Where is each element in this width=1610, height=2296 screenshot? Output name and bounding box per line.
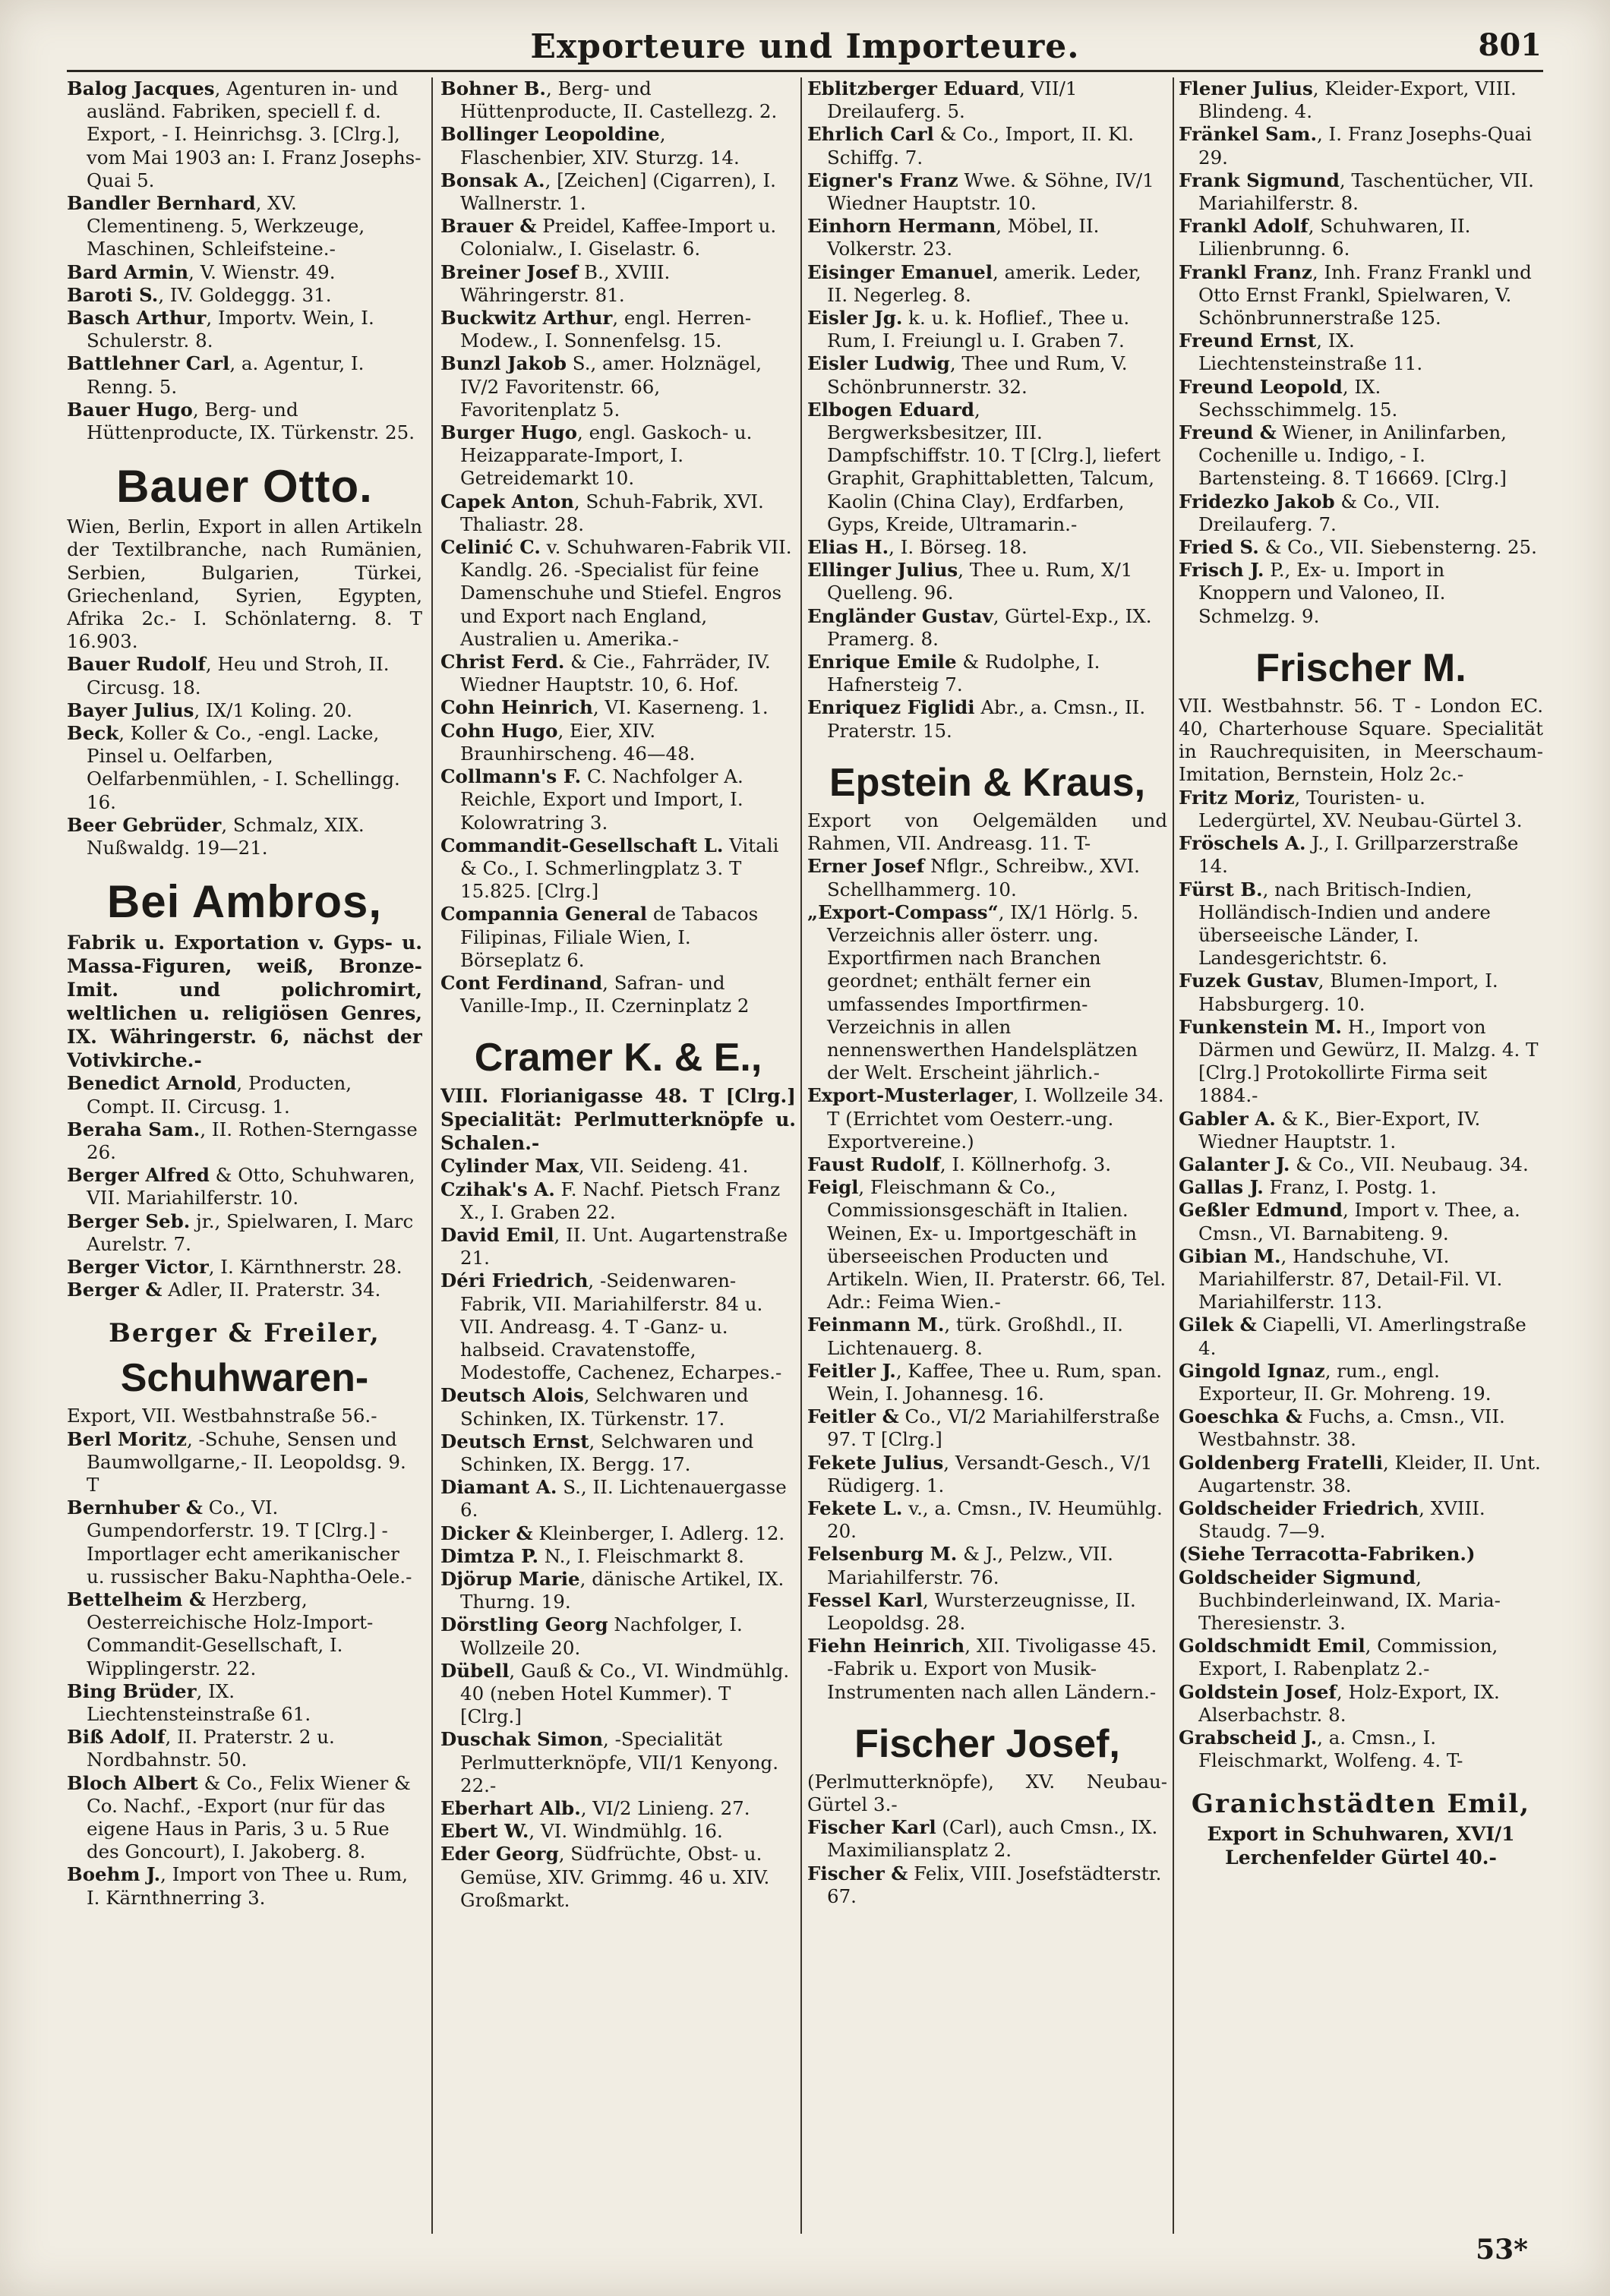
directory-entry: Eder Georg, Südfrüchte, Obst- u. Gemüse, XIV. Grimmg. 46 u. XIV. Großmarkt. (440, 1843, 770, 1911)
directory-entry: Fröschels A. J., I. Grillparzerstraße 14. (1179, 832, 1519, 878)
advert-title: Epstein & Kraus, (829, 760, 1146, 805)
advert-title: Bauer Otto. (116, 461, 373, 512)
directory-entry: Benedict Arnold, Producten, Compt. II. Circusg. 1. (67, 1072, 352, 1118)
directory-entry: Erner Josef Nflgr., Schreibw., XVI. Schellhammerg. 10. (807, 855, 1140, 900)
directory-entry: Fischer Karl (Carl), auch Cmsn., IX. Maximiliansplatz 2. (807, 1816, 1158, 1862)
directory-entry: Goldschmidt Emil, Commission, Export, I. Rabenplatz 2.- (1179, 1635, 1498, 1680)
directory-entry: Cohn Hugo, Eier, XIV. Braunhirscheng. 46—48. (440, 719, 696, 765)
directory-entry: Enrique Emile & Rudolphe, I. Hafnersteig 7. (807, 651, 1100, 696)
directory-entry: Dörstling Georg Nachfolger, I. Wollzeile 20. (440, 1613, 743, 1659)
advert-text: Export in Schuhwaren, XVI/1 Lerchenfelder Gürtel 40.- (1207, 1823, 1515, 1869)
directory-entry: Bloch Albert & Co., Felix Wiener & Co. Nachf., -Export (nur für das eigene Haus in Paris, 3 u. 5 Rue des Goncourt), I. Jakoberg. 8. (67, 1771, 411, 1863)
advert-title: Frischer M. (1255, 645, 1466, 690)
directory-entry: Berger & Adler, II. Praterstr. 34. (67, 1279, 381, 1301)
directory-entry: Cohn Heinrich, VI. Kaserneng. 1. (440, 696, 769, 719)
column-divider (1173, 77, 1174, 2234)
directory-entry: Balog Jacques, Agenturen in- und ausländ. Fabriken, speciell f. d. Export, - I. Heinrichsg. 3. [Clrg.], vom Mai 1903 an: I. Franz Josephs-Quai 5. (67, 77, 421, 191)
directory-entry: Feitler & Co., VI/2 Mariahilferstraße 97. T [Clrg.] (807, 1405, 1160, 1451)
directory-entry: Funkenstein M. H., Import von Därmen und Gewürz, II. Malzg. 4. T [Clrg.] Protokollirte Firma seit 1884.- (1179, 1015, 1539, 1107)
directory-entry: Engländer Gustav, Gürtel-Exp., IX. Pramerg. 8. (807, 604, 1152, 650)
advert-text: Export, VII. Westbahnstraße 56.- (67, 1405, 377, 1427)
directory-entry: Goldstein Josef, Holz-Export, IX. Alserbachstr. 8. (1179, 1680, 1500, 1726)
directory-entry: Deutsch Ernst, Selchwaren und Schinken, IX. Bergg. 17. (440, 1430, 754, 1475)
advert-text: Wien, Berlin, Export in allen Artikeln der Textilbranche, nach Rumänien, Serbien, Bulgarien, Türkei, Griechenland, Syrien, Egypten, Afrika 2c.- I. Schönlaterng. 8. T 16.903. (67, 516, 422, 653)
directory-entry: Fessel Karl, Wursterzeugnisse, II. Leopoldsg. 28. (807, 1588, 1136, 1634)
directory-entry: Fischer & Felix, VIII. Josefstädterstr. 67. (807, 1862, 1162, 1907)
column-2 (440, 77, 796, 2219)
directory-entry: Frankl Franz, Inh. Franz Frankl und Otto Ernst Frankl, Spielwaren, V. Schönbrunnerstraße 125. (1179, 260, 1532, 330)
advert-text: Fabrik u. Exportation v. Gyps- u. Massa-Figuren, weiß, Bronze-Imit. und polichromirt, weltlichen u. religiösen Genres, IX. Währingerstr. 6, nächst der Votivkirche.- (67, 932, 422, 1072)
column-divider (800, 77, 802, 2234)
directory-entry: Ebert W., VI. Windmühlg. 16. (440, 1820, 723, 1843)
entry-list (807, 1816, 1167, 1908)
directory-entry: Bauer Hugo, Berg- und Hüttenproducte, IX. Türkenstr. 25. (67, 398, 415, 444)
advert-text: VII. Westbahnstr. 56. T - London EC. 40, Charterhouse Square. Specialität in Rauchrequisiten, in Meerschaum-Imitation, Bernstein, Holz 2c.- (1179, 694, 1543, 786)
entry-list (67, 1072, 422, 1301)
directory-entry: Deutsch Alois, Selchwaren und Schinken, IX. Türkenstr. 17. (440, 1384, 749, 1430)
directory-entry: Bing Brüder, IX. Liechtensteinstraße 61. (67, 1679, 311, 1725)
directory-entry: Fuzek Gustav, Blumen-Import, I. Habsburgerg. 10. (1179, 970, 1498, 1015)
entry-list (440, 77, 796, 1017)
column-divider (431, 77, 433, 2234)
directory-entry: Feinmann M., türk. Großhdl., II. Lichtenauerg. 8. (807, 1314, 1123, 1359)
directory-entry: Frank Sigmund, Taschentücher, VII. Mariahilferstr. 8. (1179, 169, 1534, 215)
directory-entry: Freund Leopold, IX. Sechsschimmelg. 15. (1179, 375, 1398, 421)
directory-entry: Cylinder Max, VII. Seideng. 41. (440, 1155, 749, 1178)
directory-entry: Collmann's F. C. Nachfolger A. Reichle, Export und Import, I. Kolowratring 3. (440, 765, 743, 834)
advert-title: Bei Ambros, (106, 876, 383, 928)
directory-entry: Feitler J., Kaffee, Thee u. Rum, span. Wein, I. Johannesg. 16. (807, 1359, 1163, 1405)
advert-title: Berger & Freiler, (109, 1318, 380, 1349)
directory-entry: Ellinger Julius, Thee u. Rum, X/1 Quelleng. 96. (807, 559, 1133, 604)
directory-entry: Fiehn Heinrich, XII. Tivoligasse 45. -Fabrik u. Export von Musik-Instrumenten nach allen Ländern.- (807, 1635, 1157, 1703)
directory-entry: Eisinger Emanuel, amerik. Leder, II. Negerleg. 8. (807, 260, 1141, 306)
directory-entry: Compannia General de Tabacos Filipinas, Filiale Wien, I. Börseplatz 6. (440, 903, 759, 971)
advert-text: VIII. Florianigasse 48. T [Clrg.] Specialität: Perlmutterknöpfe u. Schalen.- (440, 1085, 796, 1155)
directory-entry: Eisler Jg. k. u. k. Hoflief., Thee u. Rum, I. Freiungl u. I. Graben 7. (807, 307, 1130, 352)
directory-entry: Elbogen Eduard, Bergwerksbesitzer, III. Dampfschiffstr. 10. T [Clrg.], liefert Graphit, Graphittabletten, Talcum, Kaolin (China Clay), Erdfarben, Gyps, Kreide, Ultramarin.- (807, 398, 1161, 535)
directory-entry: Beer Gebrüder, Schmalz, XIX. Nußwaldg. 19—21. (67, 813, 365, 859)
directory-entry: Fridezko Jakob & Co., VII. Dreilauferg. 7. (1179, 490, 1441, 535)
advert-text: Export von Oelgemälden und Rahmen, VII. Andreasg. 11. T- (807, 809, 1167, 855)
directory-entry: Bayer Julius, IX/1 Koling. 20. (67, 699, 352, 721)
directory-entry: Buckwitz Arthur, engl. Herren-Modew., I. Sonnenfelsg. 15. (440, 307, 752, 352)
directory-entry: Eigner's Franz Wwe. & Söhne, IV/1 Wiedner Hauptstr. 10. (807, 169, 1154, 215)
directory-entry: Berger Victor, I. Kärnthnerstr. 28. (67, 1255, 402, 1278)
directory-entry: Bandler Bernhard, XV. Clementineng. 5, Werkzeuge, Maschinen, Schleifsteine.- (67, 192, 365, 260)
directory-entry: Djörup Marie, dänische Artikel, IX. Thurng. 19. (440, 1567, 784, 1613)
directory-entry: „Export-Compass“, IX/1 Hörlg. 5. Verzeichnis aller österr. ung. Exportfirmen nach Branchen geordnet; enthält ferner ein umfassendes Importfirmen-Verzeichnis in allen nennenswerthen Handelsplätzen der Welt. Erscheint jährlich.- (807, 900, 1139, 1084)
signature-mark: 53* (1476, 2234, 1528, 2266)
page-header (68, 27, 1542, 70)
directory-entry: Einhorn Hermann, Möbel, II. Volkerstr. 23. (807, 215, 1100, 260)
advert-title: Fischer Josef, (854, 1721, 1120, 1766)
directory-entry: Bunzl Jakob S., amer. Holznägel, IV/2 Favoritenstr. 66, Favoritenplatz 5. (440, 352, 762, 421)
directory-entry: Cont Ferdinand, Safran- und Vanille-Imp., II. Czerninplatz 2 (440, 971, 750, 1017)
directory-entry: Beraha Sam., II. Rothen-Sterngasse 26. (67, 1118, 418, 1163)
directory-entry: David Emil, II. Unt. Augartenstraße 21. (440, 1223, 788, 1269)
directory-entry: Beck, Koller & Co., -engl. Lacke, Pinsel u. Oelfarben, Oelfarbenmühlen, - I. Schellingg. 16. (67, 722, 400, 813)
directory-entry: Flener Julius, Kleider-Export, VIII. Blindeng. 4. (1179, 77, 1517, 123)
advert-title: Granichstädten Emil, (1191, 1789, 1531, 1820)
entry-list (67, 653, 422, 859)
directory-entry: Freund & Wiener, in Anilinfarben, Cochenille u. Indigo, - I. Bartensteing. 8. T 16669. [Clrg.] (1179, 421, 1507, 490)
directory-entry: Feigl, Fleischmann & Co., Commissionsgeschäft in Italien. Weinen, Ex- u. Importgeschäft in überseeischen Producten und Artikeln. Wien, II. Praterstr. 66, Tel. Adr.: Feima Wien.- (807, 1176, 1166, 1314)
directory-entry: Boehm J., Import von Thee u. Rum, I. Kärnthnerring 3. (67, 1863, 409, 1909)
directory-entry: Enriquez Figlidi Abr., a. Cmsn., II. Praterstr. 15. (807, 696, 1146, 742)
directory-entry: Burger Hugo, engl. Gaskoch- u. Heizapparate-Import, I. Getreidemarkt 10. (440, 421, 753, 490)
advert-title: Cramer K. & E., (474, 1036, 762, 1080)
directory-entry: Gabler A. & K., Bier-Export, IV. Wiedner Hauptstr. 1. (1179, 1107, 1481, 1153)
entry-list (440, 1155, 796, 1912)
directory-entry: Fürst B., nach Britisch-Indien, Holländisch-Indien und andere überseeische Länder, I. Landesgerichtstr. 6. (1179, 878, 1491, 970)
directory-entry: Grabscheid J., a. Cmsn., I. Fleischmarkt, Wolfeng. 4. T- (1179, 1727, 1463, 1772)
directory-entry: Frankl Adolf, Schuhwaren, II. Lilienbrunng. 6. (1179, 215, 1471, 260)
directory-entry: Fekete L. v., a. Cmsn., IV. Heumühlg. 20. (807, 1496, 1163, 1543)
directory-entry: Ehrlich Carl & Co., Import, II. Kl. Schiffg. 7. (807, 123, 1135, 169)
directory-entry: Gingold Ignaz, rum., engl. Exporteur, II. Gr. Mohreng. 19. (1179, 1359, 1492, 1405)
entry-list (1179, 787, 1543, 1773)
page-title: Exporteure und Importeure. (530, 27, 1080, 66)
header-rule (67, 70, 1543, 72)
column-4 (1179, 77, 1543, 2219)
directory-entry: Bernhuber & Co., VI. Gumpendorferstr. 19. T [Clrg.] -Importlager echt amerikanischer u. russischer Baku-Naphtha-Oele.- (67, 1496, 412, 1588)
directory-entry: Berger Alfred & Otto, Schuhwaren, VII. Mariahilferstr. 10. (67, 1164, 415, 1210)
directory-entry: Elias H., I. Börseg. 18. (807, 536, 1028, 559)
directory-entry: Bauer Rudolf, Heu und Stroh, II. Circusg. 18. (67, 653, 390, 699)
directory-entry: Duschak Simon, -Specialität Perlmutterknöpfe, VII/1 Kenyong. 22.- (440, 1728, 778, 1796)
directory-entry: Fekete Julius, Versandt-Gesch., V/1 Rüdigerg. 1. (807, 1451, 1153, 1496)
directory-entry: Celinić C. v. Schuhwaren-Fabrik VII. Kandlg. 26. -Specialist für feine Damenschuhe und Stiefel. Engros und Export nach England, Australien u. Amerika.- (440, 536, 792, 650)
directory-entry: Fränkel Sam., I. Franz Josephs-Quai 29. (1179, 123, 1532, 169)
directory-entry: Geßler Edmund, Import v. Thee, a. Cmsn., VI. Barnabiteng. 9. (1179, 1199, 1520, 1244)
directory-entry: Diamant A. S., II. Lichtenauergasse 6. (440, 1476, 787, 1522)
directory-entry: Faust Rudolf, I. Köllnerhofg. 3. (807, 1153, 1111, 1175)
directory-entry: Bard Armin, V. Wienstr. 49. (67, 260, 336, 283)
directory-entry: Berl Moritz, -Schuhe, Sensen und Baumwollgarne,- II. Leopoldsg. 9. T (67, 1427, 406, 1496)
directory-entry: Goldscheider Sigmund, Buchbinderleinwand, IX. Maria-Theresienstr. 3. (1179, 1566, 1501, 1634)
entry-list (67, 77, 422, 444)
directory-entry: Bohner B., Berg- und Hüttenproducte, II. Castellezg. 2. (440, 77, 778, 123)
directory-entry: Gallas J. Franz, I. Postg. 1. (1179, 1176, 1437, 1199)
column-1 (67, 77, 422, 2219)
directory-entry: (Siehe Terracotta-Fabriken.) (1179, 1543, 1476, 1566)
directory-entry: Goldenberg Fratelli, Kleider, II. Unt. Augartenstr. 38. (1179, 1451, 1541, 1496)
directory-entry: Capek Anton, Schuh-Fabrik, XVI. Thaliastr. 28. (440, 490, 764, 535)
directory-entry: Dimtza P. N., I. Fleischmarkt 8. (440, 1544, 744, 1567)
directory-entry: Freund Ernst, IX. Liechtensteinstraße 11. (1179, 330, 1423, 375)
directory-entry: Goldscheider Friedrich, XVIII. Staudg. 7—9. (1179, 1496, 1485, 1543)
directory-entry: Breiner Josef B., XVIII. Währingerstr. 81. (440, 260, 671, 306)
advert-subtitle: Schuhwaren- (120, 1356, 369, 1401)
directory-entry: Bonsak A., [Zeichen] (Cigarren), I. Wallnerstr. 1. (440, 169, 776, 215)
entry-list (807, 855, 1167, 1704)
directory-entry: Basch Arthur, Importv. Wein, I. Schulerstr. 8. (67, 307, 374, 352)
directory-entry: Baroti S., IV. Goldeggg. 31. (67, 283, 332, 306)
directory-entry: Biß Adolf, II. Praterstr. 2 u. Nordbahnstr. 50. (67, 1726, 335, 1771)
directory-entry: Eisler Ludwig, Thee und Rum, V. Schönbrunnerstr. 32. (807, 352, 1128, 398)
directory-entry: Czihak's A. F. Nachf. Pietsch Franz X., I. Graben 22. (440, 1178, 781, 1223)
entry-list (807, 77, 1167, 743)
directory-entry: Goeschka & Fuchs, a. Cmsn., VII. Westbahnstr. 38. (1179, 1405, 1505, 1451)
page-number: 801 (1478, 27, 1542, 63)
directory-entry: Dicker & Kleinberger, I. Adlerg. 12. (440, 1522, 785, 1544)
directory-entry: Berger Seb. jr., Spielwaren, I. Marc Aurelstr. 7. (67, 1210, 414, 1255)
directory-entry: Fritz Moriz, Touristen- u. Ledergürtel, XV. Neubau-Gürtel 3. (1179, 786, 1523, 831)
directory-entry: Galanter J. & Co., VII. Neubaug. 34. (1179, 1153, 1529, 1175)
advert-text: (Perlmutterknöpfe), XV. Neubau-Gürtel 3.- (807, 1770, 1167, 1816)
directory-entry: Frisch J. P., Ex- u. Import in Knoppern und Valoneo, II. Schmelzg. 9. (1179, 559, 1446, 627)
directory-entry: Christ Ferd. & Cie., Fahrräder, IV. Wiedner Hauptstr. 10, 6. Hof. (440, 651, 771, 696)
directory-entry: Déri Friedrich, -Seidenwaren-Fabrik, VII. Mariahilferstr. 84 u. VII. Andreasg. 4. T -Ganz- u. halbseid. Cravatenstoffe, Modestoffe, Cachenez, Echarpes.- (440, 1269, 782, 1384)
directory-entry: Brauer & Preidel, Kaffee-Import u. Colonialw., I. Giselastr. 6. (440, 215, 777, 260)
directory-entry: Eberhart Alb., VI/2 Linieng. 27. (440, 1797, 750, 1820)
directory-entry: Battlehner Carl, a. Agentur, I. Renng. 5. (67, 352, 365, 398)
directory-entry: Felsenburg M. & J., Pelzw., VII. Mariahilferstr. 76. (807, 1543, 1113, 1588)
directory-entry: Gilek & Ciapelli, VI. Amerlingstraße 4. (1179, 1314, 1526, 1359)
directory-entry: Dübell, Gauß & Co., VI. Windmühlg. 40 (neben Hotel Kummer). T [Clrg.] (440, 1659, 790, 1728)
column-3 (807, 77, 1167, 2219)
directory-entry: Fried S. & Co., VII. Siebensterng. 25. (1179, 536, 1537, 559)
directory-entry: Commandit-Gesellschaft L. Vitali & Co., I. Schmerlingplatz 3. T 15.825. [Clrg.] (440, 834, 779, 903)
directory-entry: Export-Musterlager, I. Wollzeile 34. T (Errichtet vom Oesterr.-ung. Exportvereine.) (807, 1084, 1164, 1153)
entry-list (67, 1428, 422, 1910)
directory-entry: Gibian M., Handschuhe, VI. Mariahilferstr. 87, Detail-Fil. VI. Mariahilferstr. 113. (1179, 1244, 1503, 1314)
directory-entry: Bollinger Leopoldine, Flaschenbier, XIV. Sturzg. 14. (440, 123, 740, 169)
directory-entry: Eblitzberger Eduard, VII/1 Dreilauferg. 5. (807, 77, 1078, 123)
entry-list (1179, 77, 1543, 628)
directory-entry: Bettelheim & Herzberg, Oesterreichische Holz-Import-Commandit-Gesellschaft, I. Wipplingerstr. 22. (67, 1588, 374, 1679)
